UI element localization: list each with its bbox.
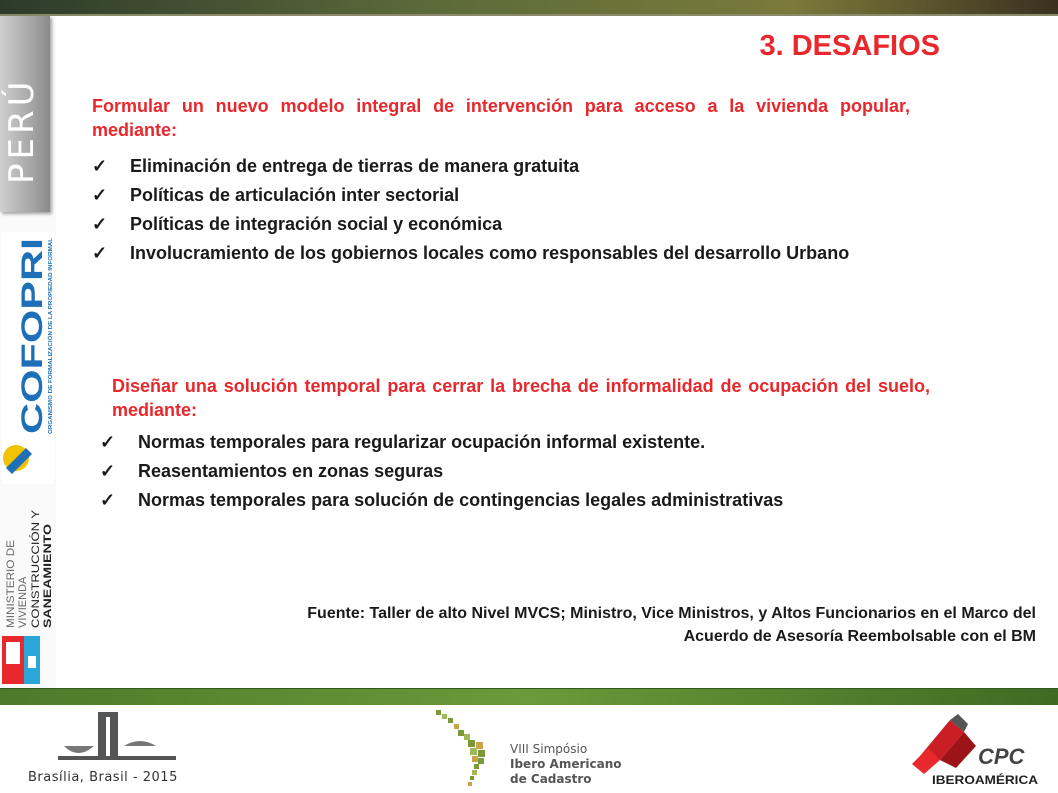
country-label: PERÚ [2,77,42,185]
ministerio-vivienda-logo [2,508,54,686]
list-item-text: Normas temporales para solución de contingencias legales administrativas [138,490,784,510]
bottom-decorative-bar [0,688,1058,706]
check-icon: ✓ [100,490,116,510]
section2-list [100,428,952,515]
check-icon: ✓ [92,156,108,176]
check-icon: ✓ [100,461,116,481]
cpc-iberoamerica-logo [906,712,1042,790]
list-item-text: Políticas de articulación inter sectorial [130,185,460,205]
list-item-text: Reasentamientos en zonas seguras [138,461,444,481]
ministerio-line2: VIVIENDA [17,576,29,628]
ministerio-line1: MINISTERIO DE [5,545,17,628]
list-item-text: Involucramiento de los gobiernos locales como responsables del desarrollo Urbano [130,243,850,263]
list-item [92,239,944,268]
ministerio-line3: CONSTRUCCIÓN Y [30,527,42,628]
slide-title: 3. DESAFIOS [759,30,940,62]
top-decorative-bar [0,0,1058,14]
cofopri-logo [2,232,54,484]
source-line-2: Acuerdo de Asesoría Reembolsable con el BM [683,628,1036,645]
section1-intro: Formular un nuevo modelo integral de intervención para acceso a la vivienda popular, mediante: [92,96,910,140]
simposio-line-2: Ibero Americano [510,757,622,771]
congress-building-icon [58,710,176,766]
list-item [92,181,944,210]
latin-america-map-icon [428,706,508,792]
list-item [92,152,944,181]
section1-list [92,152,944,268]
list-item-text: Eliminación de entrega de tierras de manera gratuita [130,156,580,176]
check-icon: ✓ [92,214,108,234]
cofopri-name: COFOPRI [16,297,49,434]
list-item [100,457,952,486]
footer-city: Brasília, Brasil - 2015 [28,770,178,785]
source-line-1: Fuente: Taller de alto Nivel MVCS; Ministro, Vice Ministros, y Altos Funcionarios en el Marco del [307,605,1036,622]
cpc-subtitle: IBEROAMÉRICA [932,773,1027,787]
check-icon: ✓ [92,243,108,263]
country-tab [0,16,50,212]
list-item [92,210,944,239]
list-item-text: Normas temporales para regularizar ocupación informal existente. [138,432,706,452]
list-item [100,486,952,515]
list-item-text: Políticas de integración social y económica [130,214,503,234]
check-icon: ✓ [92,185,108,205]
source-note [140,602,1036,648]
list-item [100,428,952,457]
section2-intro: Diseñar una solución temporal para cerrar la brecha de informalidad de ocupación del suelo, mediante: [112,376,930,420]
simposio-title [510,742,630,787]
check-icon: ✓ [100,432,116,452]
cpc-name: CPC [978,744,1025,769]
cofopri-subtitle: ORGANISMO DE FORMALIZACIÓN DE LA PROPIEDAD INFORMAL [48,275,54,434]
simposio-line-1: VIII Simpósio [510,742,588,756]
simposio-line-3: de Cadastro [510,772,592,786]
ministerio-line4: SANEAMIENTO [42,546,54,628]
